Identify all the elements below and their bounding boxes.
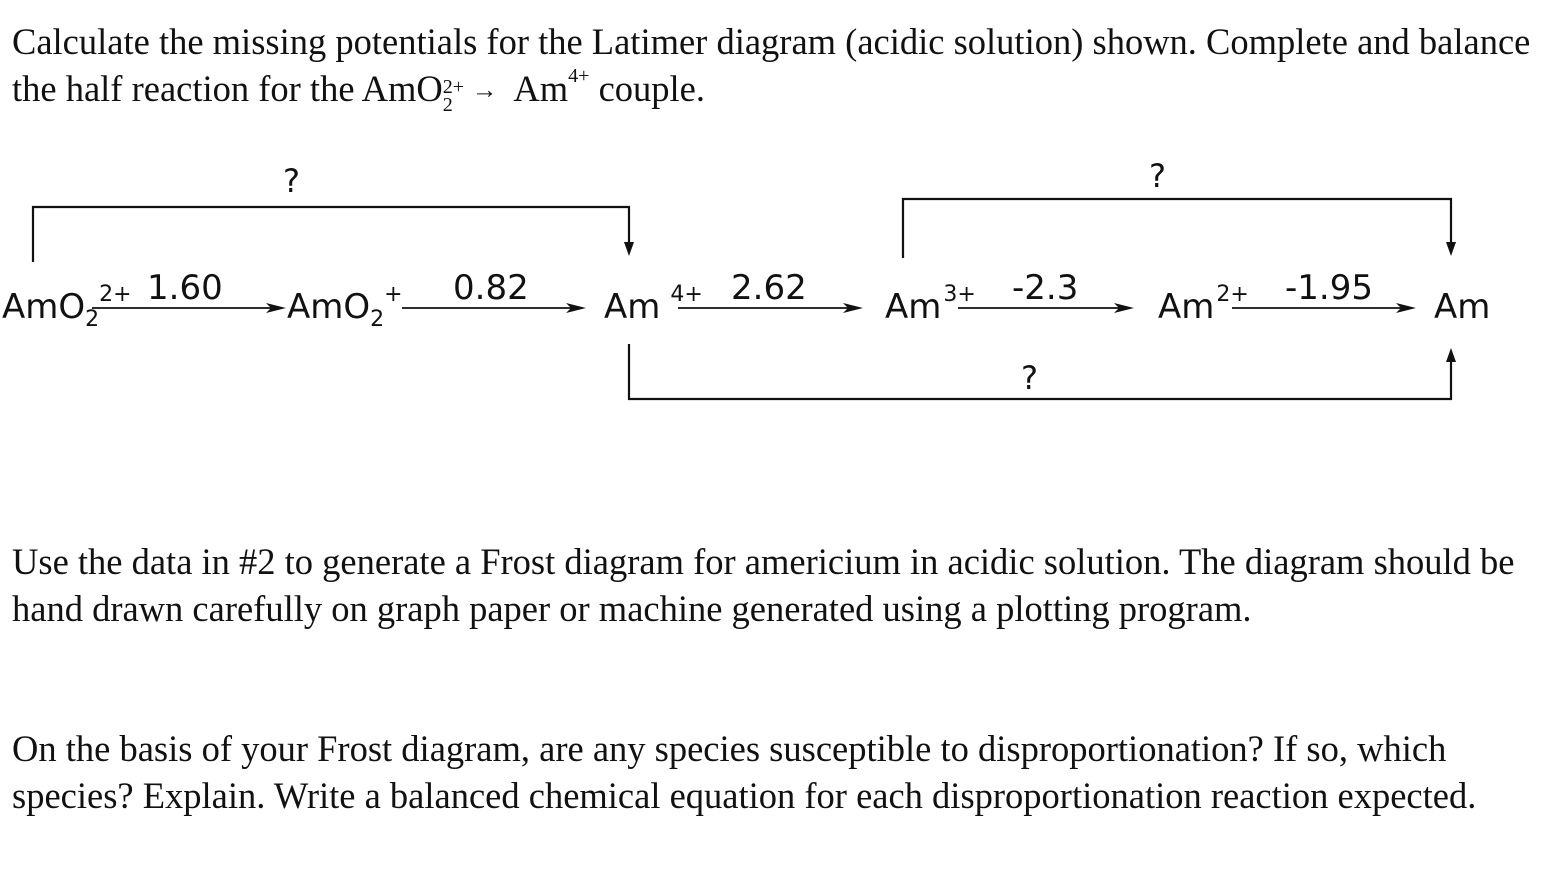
species-am-3plus: $Am^{3+}$ — [885, 282, 976, 327]
unknown-am4-am: ? — [1021, 359, 1038, 397]
question-intro — [12, 18, 1532, 117]
arrowhead-up-3 — [1446, 348, 1456, 362]
potential-am2-am: -1.95 — [1285, 268, 1373, 308]
intro-text-b: Am — [506, 68, 569, 109]
reaction-arrow-icon: → — [471, 75, 498, 105]
amo2-subscript: 2 — [442, 94, 453, 117]
am4-charge: 4+ — [568, 64, 590, 87]
potential-amo2-2plus-amo2-plus: 1.60 — [147, 268, 223, 308]
arrowhead-down-1 — [624, 242, 634, 256]
unknown-amo2-am4: ? — [283, 162, 300, 200]
latimer-diagram — [0, 140, 1542, 430]
species-amo2-plus: AmO$_2$+ — [287, 282, 403, 332]
arrowhead-down-2 — [1446, 242, 1456, 256]
amo2-charge: 2+ — [442, 76, 465, 98]
intro-text-a: Calculate the missing potentials for the Latimer diagram (acidic solution) shown. Complete and balance the half reaction for the AmO — [12, 21, 1531, 109]
unknown-am3-am: ? — [1149, 157, 1166, 195]
bracket-amo2-am4 — [33, 207, 629, 262]
species-amo2-2plus: AmO$_2^{2+}$ — [2, 282, 132, 332]
disproportionation-paragraph: On the basis of your Frost diagram, are any species susceptible to disproportionation? If so, which species? Explain. Write a balanced chemical equation for each disproportionation reaction expected. — [12, 728, 1477, 816]
frost-paragraph: Use the data in #2 to generate a Frost diagram for americium in acidic solution. The diagram should be hand drawn carefully on graph paper or machine generated using a plotting program. — [12, 541, 1515, 629]
species-am-4plus: Am $^{4+}$ — [604, 282, 703, 327]
bracket-am4-am — [629, 344, 1451, 399]
potential-am3-am2: -2.3 — [1012, 268, 1079, 308]
species-am: Am — [1434, 287, 1491, 327]
intro-text-c: couple. — [589, 68, 706, 109]
species-am-2plus: $Am^{2+}$ — [1158, 282, 1249, 327]
potential-amo2-plus-am4: 0.82 — [453, 268, 529, 308]
bracket-am3-am — [903, 199, 1451, 258]
potential-am4-am3: 2.62 — [731, 268, 807, 308]
amo2-sub-sup — [442, 65, 465, 117]
